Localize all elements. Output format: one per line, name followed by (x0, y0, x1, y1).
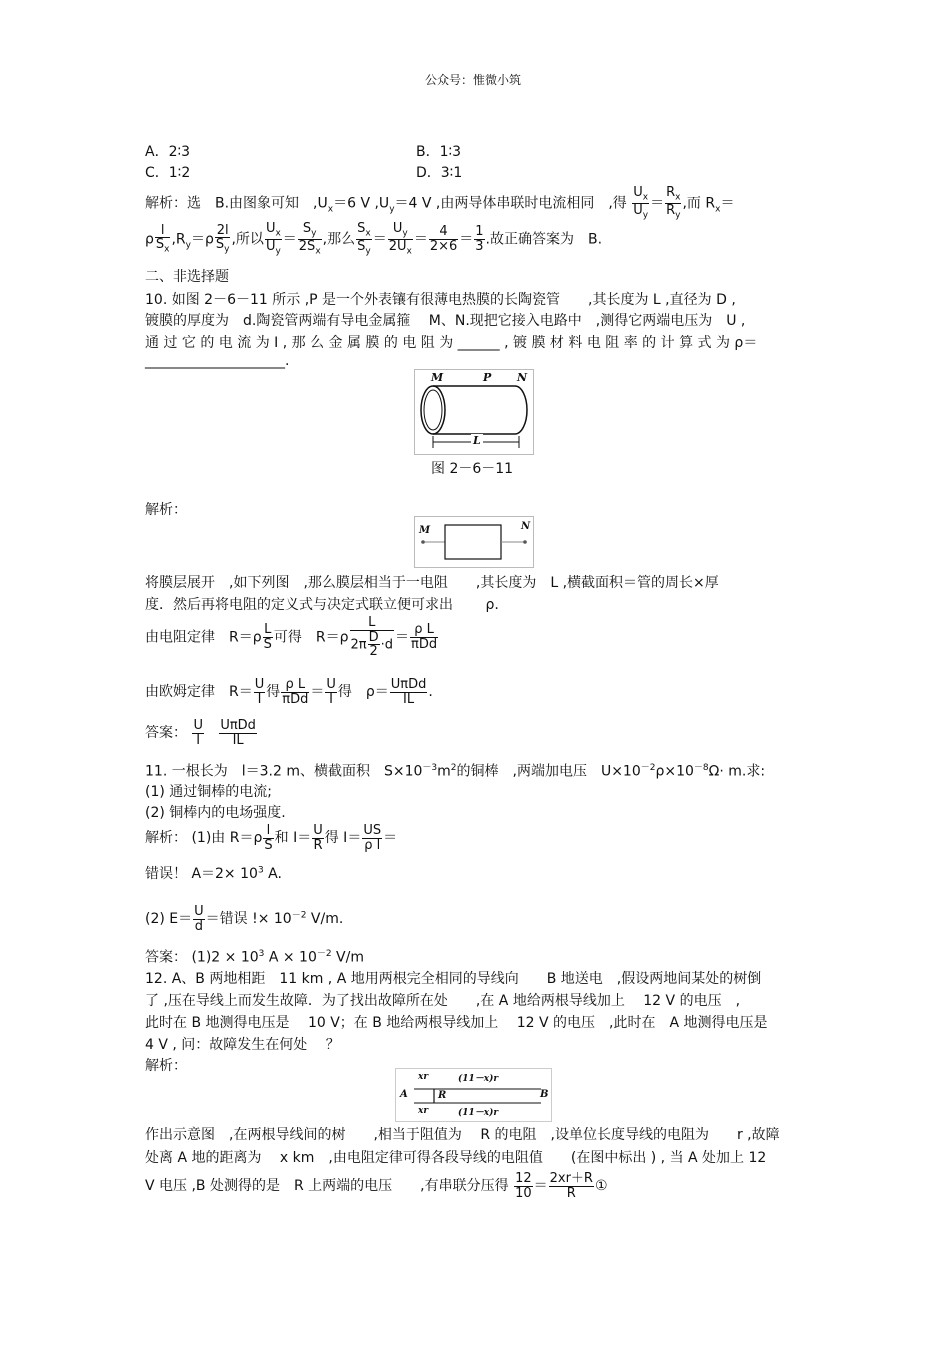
fraction-rhol-pidd: $\frac{\text{ρ L}}{\text{πDd}}$ (411, 622, 438, 652)
fraction-l-2pid: L 2π $\frac{D}{2}$ ·d (350, 615, 394, 660)
q10-explanation1: 将膜层展开 ,如下列图 ,那么膜层相当于一电阻 ,其长度为 L ,横截面积＝管的周长×厚 (145, 575, 719, 591)
fraction-upidd-il: $\frac{\text{UπDd}}{IL}$ (390, 677, 427, 707)
q10-line4: ____________________. (145, 353, 290, 369)
fraction-4-2x6: $\frac{4}{2\times 6}$ (429, 224, 458, 255)
fraction-uy-2ux: $\frac{U_y}{2U_x}$ (388, 221, 412, 257)
resistor-label-n: N (521, 521, 531, 532)
q12-line4: 4 V , 问：故障发生在何处 ？ (145, 1037, 340, 1053)
resistor-label-m: M (419, 525, 431, 536)
fraction-l-s-2: $\frac{l}{S}$ (264, 823, 273, 853)
section-title: 二、非选择题 (145, 269, 229, 285)
q12-line1: 12. A、B 两地相距 11 km , A 地用两根完全相同的导线向 B 地送电 ,假设两地间某处的树倒 (145, 971, 762, 987)
fraction-sx-sy: $\frac{S_x}{S_y}$ (357, 221, 371, 257)
fault-label-seg-top: (11－x)r (458, 1074, 499, 1084)
fig-label-m: M (431, 371, 444, 384)
resistor-drawing (415, 517, 533, 567)
fraction-ux-uy-2: $\frac{U_x}{U_y}$ (265, 221, 281, 257)
q12-explanation2: 处离 A 地的距离为 x km ,由电阻定律可得各段导线的电阻值 (在图中标出 ) , 当 A 处加上 12 (145, 1150, 767, 1166)
q11-solution2: 错误！ $A=2\times 10^3$ A. (145, 865, 282, 882)
fraction-l-s: $\frac{L}{S}$ (263, 622, 272, 652)
fault-label-xr-bottom: xr (418, 1106, 429, 1116)
option-a: A．2∶3 (145, 144, 191, 160)
q12-line3: 此时在 B 地测得电压是 10 V；在 B 地给两根导线加上 12 V 的电压 ,此时在 A 地测得电压是 (145, 1015, 768, 1031)
answer-fraction-u-i: $\frac{U}{I}$ (193, 718, 203, 748)
fault-label-a: A (400, 1089, 408, 1100)
q10-line1: 10. 如图 2－6－11 所示 ,P 是一个外表镶有很薄电热膜的长陶瓷管 ,其长度为 L ,直径为 D , (145, 292, 736, 308)
fraction-rhol-pidd-2: $\frac{\text{ρ L}}{\text{πDd}}$ (282, 677, 309, 707)
fraction-1-3: $\frac{1}{3}$ (475, 224, 484, 255)
fraction-sy-2sx: $\frac{S_y}{2S_x}$ (298, 221, 321, 257)
option-b: B．1∶3 (416, 144, 462, 160)
fault-label-xr-top: xr (418, 1072, 429, 1082)
fraction-ux-uy: $\frac{U_x}{U_y}$ (633, 185, 649, 221)
fig-label-p: P (483, 371, 492, 384)
q11-line1: 11. 一根长为 l＝3.2 m、横截面积 $S\times 10^{-3}m^2$的铜棒 ,两端加电压 $U\times 10^{-2}\rho\times 10^{-8}\Omega\cdot m$.求: (145, 763, 766, 780)
q10-explanation2: 度．然后再将电阻的定义式与决定式联立便可求出 ρ. (145, 597, 499, 613)
figure-resistor (414, 516, 534, 568)
q10-answer: 答案： $\frac{U}{I}$ $\frac{\text{UπDd}}{IL}$ (145, 718, 256, 748)
figure-ceramic-tube (414, 369, 534, 455)
fraction-us-rhol: $\frac{US}{\text{ρ l}}$ (363, 823, 382, 853)
q12-analysis-label: 解析： (145, 1058, 187, 1074)
q12-line2: 了 ,压在导线上而发生故障．为了找出故障所在处 ,在 A 地给两根导线加上 12 V 的电压 , (145, 993, 741, 1009)
solution9-line2: ρ $\frac{l}{S_x}$ $,R_y=\rho$ $\frac{2l}{S_y}$ ,所以 $\frac{U_x}{U_y}$ ＝ $\frac{S_y}{2S_x}$ ,那么 $\frac{S_x}{S_y}$ ＝ $\frac{U_y}{2U_x}$ ＝ $\frac{4}{2\times 6}$ ＝ $\frac{1}{3}$ .故正确答案为 B. (145, 221, 603, 257)
q11-answer: 答案： $(1)2 \times 10^3$ $A \times 10^{-2}$ V/m (145, 949, 364, 966)
q10-line3: 通 过 它 的 电 流 为 I , 那 么 金 属 膜 的 电 阻 为 ______ , 镀 膜 材 料 电 阻 率 的 计 算 式 为 ρ＝ (145, 335, 758, 351)
q12-explanation3: V 电压 ,B 处测得的是 R 上两端的电压 ,有串联分压得 $\frac{12}{10}$ ＝ $\frac{2xr+R}{R}$ ① (145, 1171, 608, 1201)
q11-part1: (1) 通过铜棒的电流; (145, 784, 272, 800)
fraction-u-i: $\frac{U}{I}$ (254, 677, 265, 707)
answer-fraction-upidd-il: $\frac{\text{UπDd}}{IL}$ (220, 718, 256, 748)
fraction-u-i-2: $\frac{U}{I}$ (326, 677, 336, 707)
option-c: C．1∶2 (145, 165, 191, 181)
figure-fault-circuit (395, 1068, 552, 1122)
q11-part2: (2) 铜棒内的电场强度. (145, 805, 286, 821)
fault-label-r: R (438, 1090, 447, 1101)
page-header: 公众号：惟微小筑 (425, 73, 522, 87)
fraction-2l-sy: $\frac{2l}{S_y}$ (215, 222, 230, 255)
fraction-l-sx: $\frac{l}{S_x}$ (155, 222, 170, 255)
formula-ohm-law: 由欧姆定律 R＝ $\frac{U}{I}$ 得 $\frac{\text{ρ L}}{\text{πDd}}$ ＝ $\frac{U}{I}$ 得 ρ＝ $\frac{\text{UπDd}}{IL}$ . (145, 677, 433, 707)
fraction-2xr-r: $\frac{2xr+R}{R}$ (549, 1171, 593, 1201)
fraction-rx-ry: $\frac{R_x}{R_y}$ (666, 185, 681, 221)
option-d: D．3∶1 (416, 165, 463, 181)
formula-resistance-law: 由电阻定律 R＝ρ $\frac{L}{S}$ 可得 R＝ρ L 2π $\frac{D}{2}$ ·d ＝ $\frac{\text{ρ L}}{\text{πDd}}$ (145, 615, 438, 660)
q11-solution3: (2) E＝ $\frac{U}{d}$ ＝错误 !× $10^{-2}$ V/m. (145, 904, 344, 934)
fraction-12-10: $\frac{12}{10}$ (515, 1171, 532, 1201)
q12-explanation1: 作出示意图 ,在两根导线间的树 ,相当于阻值为 R 的电阻 ,设单位长度导线的电阻为 r ,故障 (145, 1127, 780, 1143)
q10-analysis-label: 解析： (145, 502, 187, 518)
fault-label-seg-bottom: (11－x)r (458, 1108, 499, 1118)
figure-caption: 图 2－6－11 (431, 461, 514, 477)
q10-line2: 镀膜的厚度为 d.陶瓷管两端有导电金属箍 M、N.现把它接入电路中 ,测得它两端电压为 U , (145, 313, 746, 329)
solution9-line1: 解析：选 B.由图象可知 $,U_x=6$ V $,U_y=4$ V ,由两导体串联时电流相同 ,得 $\frac{U_x}{U_y}$ ＝ $\frac{R_x}{R_y}$ ,而 $R_x=$ (145, 185, 735, 221)
fraction-u-d: $\frac{U}{d}$ (194, 904, 204, 934)
fig-label-l: L (473, 434, 481, 447)
fig-label-n: N (517, 371, 528, 384)
fraction-u-r: $\frac{U}{R}$ (313, 823, 323, 853)
fault-label-b: B (540, 1089, 549, 1100)
q11-solution1: 解析： (1)由 R＝ρ $\frac{l}{S}$ 和 I＝ $\frac{U}{R}$ 得 I＝ $\frac{US}{\text{ρ l}}$ ＝ (145, 823, 398, 853)
